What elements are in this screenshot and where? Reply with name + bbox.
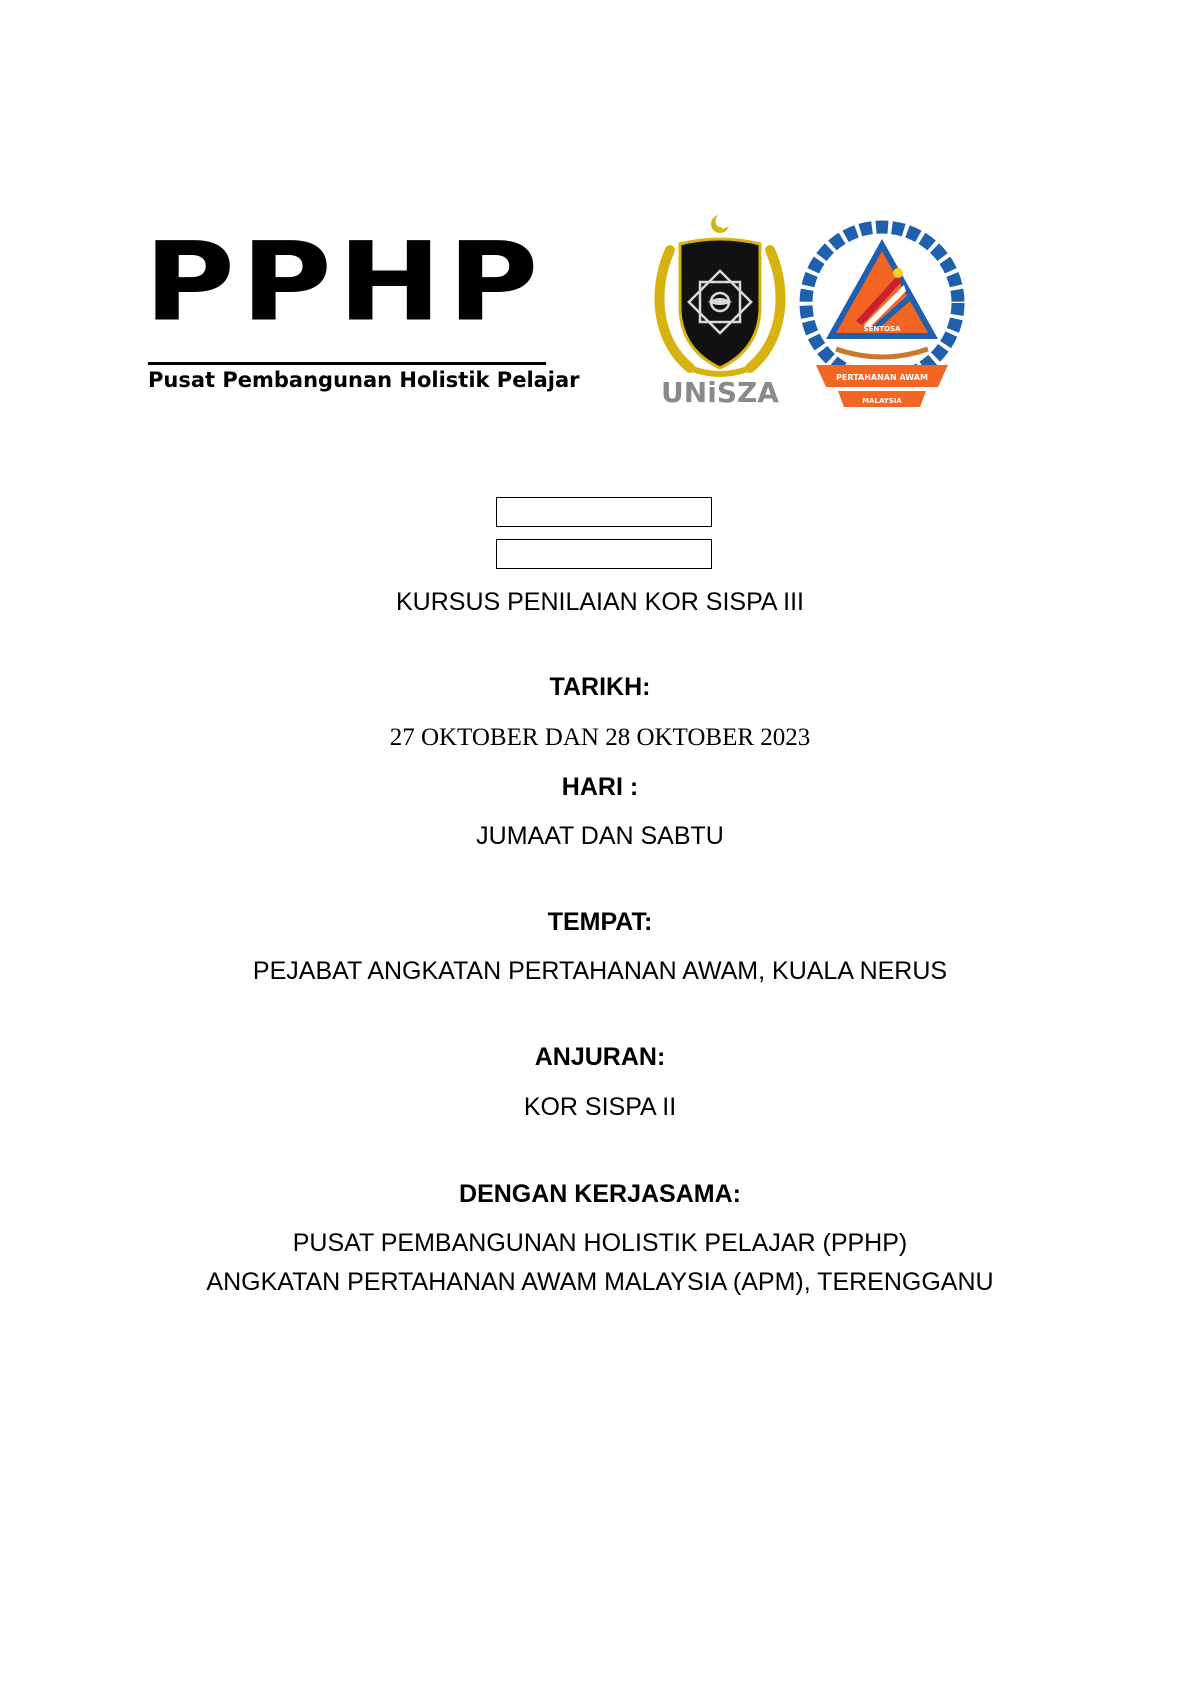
apm-logo bbox=[798, 215, 966, 415]
organizer-value: KOR SISPA II bbox=[523, 1093, 677, 1121]
course-title: KURSUS PENILAIAN KOR SISPA III bbox=[396, 588, 804, 616]
apm-bottom-text: MALAYSIA bbox=[862, 397, 902, 405]
pphp-logo bbox=[144, 219, 580, 398]
organizer-label: ANJURAN: bbox=[534, 1043, 666, 1071]
unisza-logo-text: UNiSZA bbox=[661, 376, 779, 409]
empty-box-2 bbox=[496, 539, 712, 569]
collaboration-line-1: PUSAT PEMBANGUNAN HOLISTIK PELAJAR (PPHP) bbox=[292, 1229, 908, 1257]
unisza-crest-icon bbox=[650, 210, 790, 410]
collaboration-line-2: ANGKATAN PERTAHANAN AWAM MALAYSIA (APM), TERENGGANU bbox=[206, 1268, 994, 1296]
day-value: JUMAAT DAN SABTU bbox=[476, 822, 724, 850]
apm-ribbon-text: PERTAHANAN AWAM bbox=[836, 373, 928, 382]
pphp-logo-subtitle: Pusat Pembangunan Holistik Pelajar bbox=[148, 368, 580, 392]
pphp-logo-rule bbox=[148, 362, 546, 365]
date-value: 27 OKTOBER DAN 28 OKTOBER 2023 bbox=[389, 724, 811, 751]
venue-label: TEMPAT: bbox=[547, 908, 653, 936]
apm-emblem-icon bbox=[798, 215, 966, 415]
pphp-logo-word: PPHP bbox=[144, 219, 545, 346]
venue-value: PEJABAT ANGKATAN PERTAHANAN AWAM, KUALA NERUS bbox=[252, 957, 948, 985]
apm-text-top: SENTOSA bbox=[863, 325, 901, 333]
collaboration-label: DENGAN KERJASAMA: bbox=[459, 1180, 741, 1208]
date-label: TARIKH: bbox=[549, 673, 651, 701]
empty-box-1 bbox=[496, 497, 712, 527]
day-label: HARI : bbox=[561, 773, 639, 801]
unisza-logo bbox=[650, 210, 790, 410]
